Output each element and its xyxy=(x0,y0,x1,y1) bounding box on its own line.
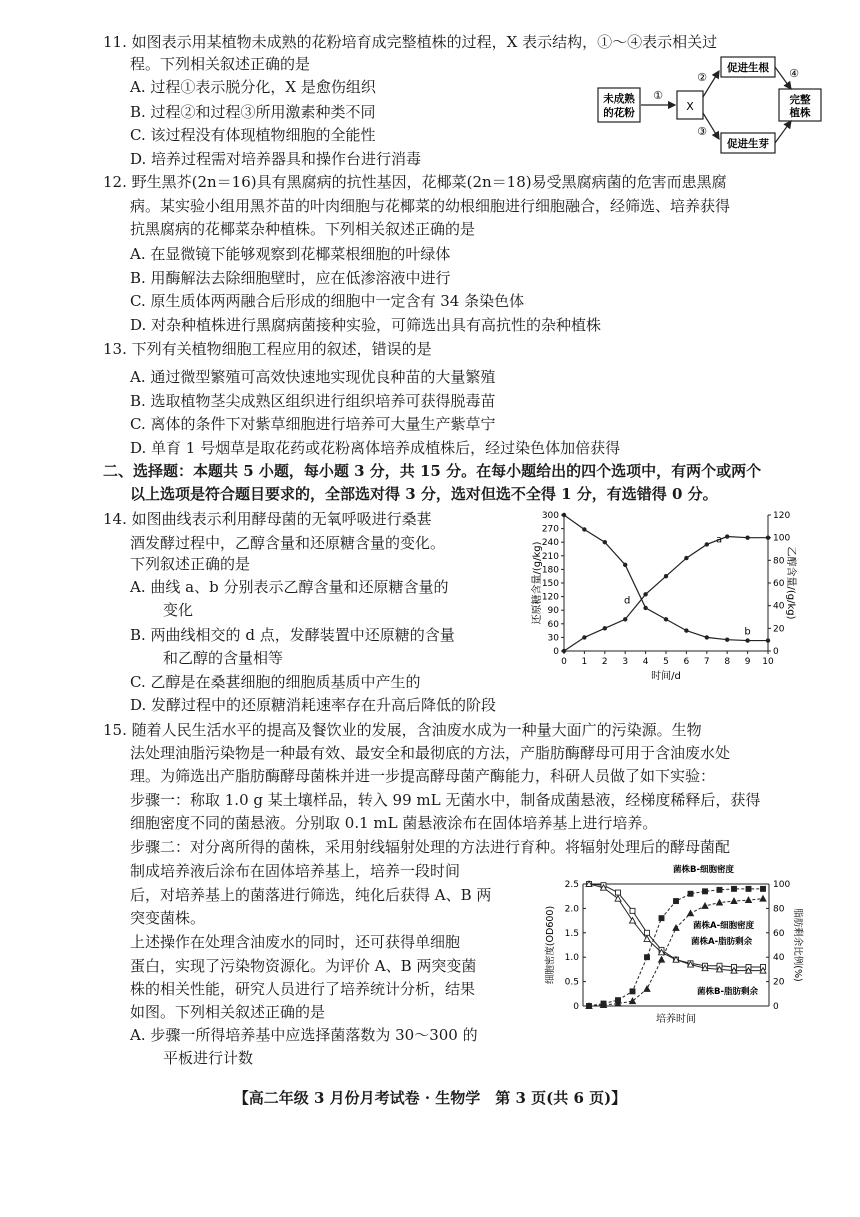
q15-step1-line1: 步骤一：称取 1.0 g 某土壤样品，转入 99 mL 无菌水中，制备成菌悬液，经梯度稀释后，获得 xyxy=(130,791,761,809)
q11-option-b: B. 过程②和过程③所用激素种类不同 xyxy=(130,103,376,121)
y-axis-label: 还原糖含量/(g/kg) xyxy=(532,541,543,625)
y2-tick-label: 0 xyxy=(773,1002,779,1012)
y2-axis-label: 乙醇含量/(g/kg) xyxy=(785,546,796,620)
q15-step2-line4: 突变菌株。 xyxy=(130,909,206,927)
y-tick-label: 2.5 xyxy=(564,880,579,890)
y2-tick-label: 120 xyxy=(773,511,791,521)
y2-tick-label: 80 xyxy=(773,904,785,915)
y-tick-label: 30 xyxy=(547,633,559,644)
fermentation-chart xyxy=(530,505,796,685)
data-point-series-2 xyxy=(731,898,737,904)
series-line-a xyxy=(564,537,768,651)
q11-option-c: C. 该过程没有体现植物细胞的全能性 xyxy=(130,126,376,144)
data-point-b xyxy=(582,527,586,531)
data-point-a xyxy=(623,617,627,621)
data-point-series-2 xyxy=(717,900,723,906)
data-point-b xyxy=(705,635,709,639)
q13-option-a: A. 通过微型繁殖可高效快速地实现优良种苗的大量繁殖 xyxy=(130,368,496,386)
q15-para-line3: 株的相关性能，研究人员进行了培养统计分析，结果 xyxy=(130,980,476,998)
data-point-series-3 xyxy=(630,908,635,913)
y2-tick-label: 40 xyxy=(773,953,785,964)
y-tick-label: 180 xyxy=(541,565,559,576)
q14-option-a-line2: 变化 xyxy=(163,601,194,619)
data-point-series-2 xyxy=(746,897,752,903)
data-point-series-1 xyxy=(717,887,722,892)
data-point-a xyxy=(603,626,607,630)
q14-option-a-line1: A. 曲线 a、b 分别表示乙醇含量和还原糖含量的 xyxy=(130,578,449,596)
y2-tick-label: 0 xyxy=(773,647,779,657)
data-point-a xyxy=(725,534,729,538)
y2-tick-label: 80 xyxy=(773,556,785,567)
x-tick-label: 0 xyxy=(561,657,567,667)
y-tick-label: 1.0 xyxy=(564,953,579,964)
curve-label-a: a xyxy=(715,534,723,546)
data-point-series-1 xyxy=(761,886,766,891)
y-tick-label: 240 xyxy=(541,538,559,549)
q12-option-c: C. 原生质体两两融合后形成的细胞中一定含有 34 条染色体 xyxy=(130,292,525,310)
q15-step2-line2: 制成培养液后涂布在固体培养基上，培养一段时间 xyxy=(130,862,461,880)
label-bud: 促进生芽 xyxy=(727,138,769,150)
x-tick-label: 6 xyxy=(683,657,690,667)
data-point-series-1 xyxy=(732,886,737,891)
data-point-series-1 xyxy=(645,955,650,960)
data-point-series-4 xyxy=(630,918,636,924)
data-point-series-1 xyxy=(703,889,708,894)
data-point-b xyxy=(643,606,647,610)
x-axis-label: 时间/d xyxy=(651,671,681,682)
q13-option-d: D. 单育 1 号烟草是取花药或花粉离体培养成植株后，经过染色体加倍获得 xyxy=(130,439,621,457)
data-point-a xyxy=(745,535,749,539)
q12-stem-line3: 抗黑腐病的花椰菜杂种植株。下列相关叙述正确的是 xyxy=(130,220,476,238)
data-point-b xyxy=(745,638,749,642)
q14-stem-line3: 下列叙述正确的是 xyxy=(130,555,251,573)
y-tick-label: 0.5 xyxy=(564,977,579,988)
y-tick-label: 0 xyxy=(573,1002,579,1012)
x-tick-label: 4 xyxy=(642,657,649,667)
section2-heading-line1: 二、选择题：本题共 5 小题，每小题 3 分，共 15 分。在每小题给出的四个选项中，有两个或两个 xyxy=(103,462,762,480)
data-point-series-2 xyxy=(644,986,650,992)
y2-tick-label: 20 xyxy=(773,977,785,988)
mark-1: ① xyxy=(653,89,663,102)
mark-3: ③ xyxy=(697,125,707,138)
y2-tick-label: 100 xyxy=(773,533,791,544)
data-point-series-1 xyxy=(630,989,635,994)
data-point-b xyxy=(664,617,668,621)
q11-stem-line2: 程。下列相关叙述正确的是 xyxy=(130,55,311,73)
q12-stem-line2: 病。某实验小组用黑芥苗的叶肉细胞与花椰菜的幼根细胞进行细胞融合，经筛选、培养获得 xyxy=(130,197,731,215)
data-point-series-3 xyxy=(645,930,650,935)
q12-stem-line1: 12. 野生黑芥(2n＝16)具有黑腐病的抗性基因，花椰菜(2n＝18)易受黑腐病菌的危害而患黑腐 xyxy=(103,173,727,191)
data-point-series-2 xyxy=(760,896,766,902)
q14-option-b-line1: B. 两曲线相交的 d 点，发酵装置中还原糖的含量 xyxy=(130,626,455,644)
section2-heading-line2: 以上选项是符合题目要求的，全部选对得 3 分，选对但选不全得 1 分，有选错得 0 分。 xyxy=(130,485,718,503)
data-point-b xyxy=(766,638,770,642)
q12-option-d: D. 对杂种植株进行黑腐病菌接种实验，可筛选出具有高抗性的杂种植株 xyxy=(130,316,602,334)
q14-stem-line2: 酒发酵过程中，乙醇含量和还原糖含量的变化。 xyxy=(130,534,446,552)
y2-tick-label: 20 xyxy=(773,624,785,635)
q15-line2: 法处理油脂污染物是一种最有效、最安全和最彻底的方法，产脂肪酶酵母可用于含油废水处 xyxy=(130,744,731,762)
data-point-series-2 xyxy=(702,903,708,909)
x-tick-label: 3 xyxy=(622,657,629,667)
y-tick-label: 90 xyxy=(547,606,559,617)
data-point-series-3 xyxy=(616,890,621,895)
mark-2: ② xyxy=(697,71,707,84)
y-tick-label: 300 xyxy=(541,511,559,521)
q15-option-a-line1: A. 步骤一所得培养基中应选择菌落数为 30～300 的 xyxy=(130,1026,478,1044)
data-point-series-1 xyxy=(688,891,693,896)
series-label-3: 菌株A-脂肪剩余 xyxy=(691,937,753,947)
q15-para-line4: 如图。下列相关叙述正确的是 xyxy=(130,1003,326,1021)
data-point-b xyxy=(603,540,607,544)
y2-tick-label: 100 xyxy=(773,880,791,890)
q13-stem: 13. 下列有关植物细胞工程应用的叙述，错误的是 xyxy=(103,340,432,358)
y2-tick-label: 60 xyxy=(773,579,785,589)
x-tick-label: 5 xyxy=(663,657,669,667)
y2-axis-label: 脂肪剩余比例(%) xyxy=(792,908,803,982)
data-point-series-1 xyxy=(659,916,664,921)
y-tick-label: 60 xyxy=(547,619,559,630)
y-axis-label: 细胞密度(OD600) xyxy=(545,905,556,985)
q14-option-b-line2: 和乙醇的含量相等 xyxy=(163,649,284,667)
label-pollen-2: 的花粉 xyxy=(603,107,635,119)
y-tick-label: 0 xyxy=(553,647,559,657)
arrow-5 xyxy=(775,121,791,143)
data-point-a xyxy=(766,535,770,539)
data-point-a xyxy=(562,649,566,653)
data-point-series-2 xyxy=(659,957,665,963)
x-tick-label: 1 xyxy=(581,657,588,667)
y2-tick-label: 40 xyxy=(773,601,785,612)
series-label-2: 菌株A-细胞密度 xyxy=(693,921,755,931)
data-point-series-2 xyxy=(673,925,679,931)
x-tick-label: 8 xyxy=(724,657,731,667)
label-plant-2: 植株 xyxy=(789,107,811,119)
data-point-a xyxy=(705,542,709,546)
intersection-label-d: d xyxy=(624,595,631,607)
x-axis-label: 培养时间 xyxy=(656,1014,696,1025)
data-point-b xyxy=(562,513,566,517)
series-label-1: 菌株B-细胞密度 xyxy=(673,865,735,875)
data-point-b xyxy=(725,637,729,641)
q15-line3: 理。为筛选出产脂肪酶酵母菌株并进一步提高酵母菌产酶能力，科研人员做了如下实验： xyxy=(130,767,716,785)
data-point-a xyxy=(664,574,668,578)
label-root: 促进生根 xyxy=(727,62,769,74)
q15-para-line1: 上述操作在处理含油废水的同时，还可获得单细胞 xyxy=(130,933,461,951)
q15-para-line2: 蛋白，实现了污染物资源化。为评价 A、B 两突变菌 xyxy=(130,957,477,975)
q15-step2-line3: 后，对培养基上的菌落进行筛选，纯化后获得 A、B 两 xyxy=(130,886,492,904)
q12-option-b: B. 用酶解法去除细胞壁时，应在低渗溶液中进行 xyxy=(130,269,451,287)
mark-4: ④ xyxy=(789,67,799,80)
x-tick-label: 2 xyxy=(601,657,608,667)
label-plant-1: 完整 xyxy=(789,94,811,106)
q11-stem-line1: 11. 如图表示用某植物未成熟的花粉培育成完整植株的过程，X 表示结构，①～④表示相关过 xyxy=(103,33,718,51)
data-point-series-1 xyxy=(746,886,751,891)
q14-option-c: C. 乙醇是在桑葚细胞的细胞质基质中产生的 xyxy=(130,673,421,691)
y-tick-label: 2.0 xyxy=(564,904,579,915)
data-point-a xyxy=(582,635,586,639)
data-point-a xyxy=(684,556,688,560)
data-point-series-1 xyxy=(674,899,679,904)
data-point-b xyxy=(684,628,688,632)
label-x: X xyxy=(686,100,694,113)
data-point-b xyxy=(623,563,627,567)
x-tick-label: 9 xyxy=(744,657,751,667)
curve-label-b: b xyxy=(744,626,751,638)
q13-option-b: B. 选取植物茎尖成熟区组织进行组织培养可获得脱毒苗 xyxy=(130,392,496,410)
label-pollen-1: 未成熟 xyxy=(603,93,635,105)
q14-stem-line1: 14. 如图曲线表示利用酵母菌的无氧呼吸进行桑葚 xyxy=(103,510,432,528)
q15-step2-line1: 步骤二：对分离所得的菌株，采用射线辐射处理的方法进行育种。将辐射处理后的酵母菌配 xyxy=(130,838,731,856)
yeast-strain-chart xyxy=(543,860,805,1028)
q11-option-a: A. 过程①表示脱分化，X 是愈伤组织 xyxy=(130,78,376,96)
q12-option-a: A. 在显微镜下能够观察到花椰菜根细胞的叶绿体 xyxy=(130,245,451,263)
y-tick-label: 270 xyxy=(541,524,559,535)
pollen-culture-diagram xyxy=(595,53,825,157)
y-tick-label: 150 xyxy=(541,579,559,589)
q14-option-d: D. 发酵过程中的还原糖消耗速率存在升高后降低的阶段 xyxy=(130,696,497,714)
x-tick-label: 10 xyxy=(762,657,774,667)
series-label-4: 菌株B-脂肪剩余 xyxy=(697,987,759,997)
q11-option-d: D. 培养过程需对培养器具和操作台进行消毒 xyxy=(130,150,422,168)
q13-option-c: C. 离体的条件下对紫草细胞进行培养可大量生产紫草宁 xyxy=(130,415,496,433)
data-point-series-2 xyxy=(688,910,694,916)
y2-tick-label: 60 xyxy=(773,928,785,939)
q15-step1-line2: 细胞密度不同的菌悬液。分别取 0.1 mL 菌悬液涂布在固体培养基上进行培养。 xyxy=(130,814,658,832)
y-tick-label: 1.5 xyxy=(564,928,579,939)
q15-line1: 15. 随着人民生活水平的提高及餐饮业的发展，含油废水成为一种量大面广的污染源。生物 xyxy=(103,721,702,739)
data-point-a xyxy=(643,592,647,596)
q15-option-a-line2: 平板进行计数 xyxy=(163,1049,254,1067)
x-tick-label: 7 xyxy=(703,657,710,667)
y-tick-label: 120 xyxy=(541,592,559,603)
y-tick-label: 210 xyxy=(541,551,559,562)
page-footer: 【高二年级 3 月份月考试卷 · 生物学 第 3 页(共 6 页)】 xyxy=(233,1089,627,1107)
